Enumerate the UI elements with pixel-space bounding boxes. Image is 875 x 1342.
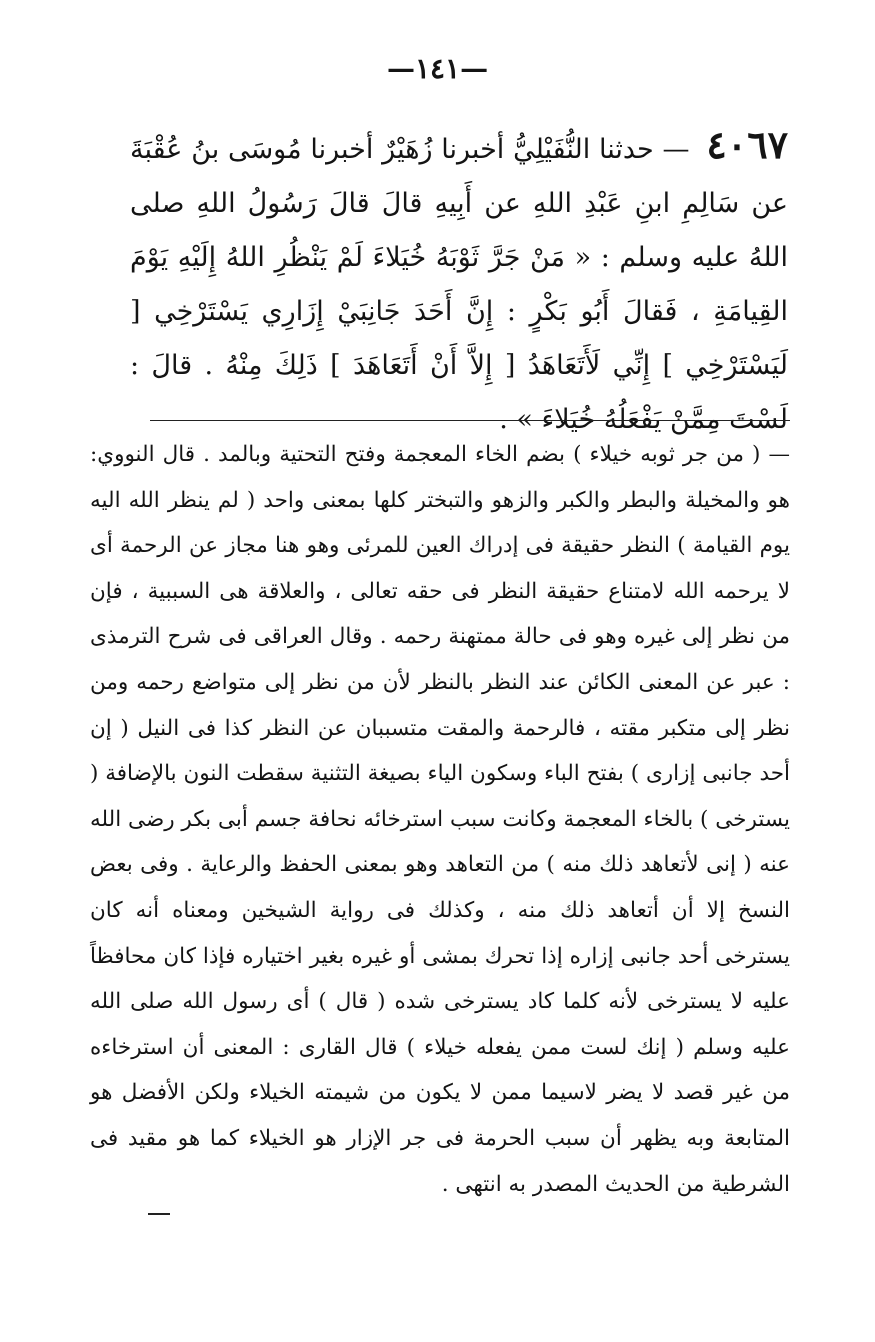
hadith-text: — حدثنا النُّفَيْلِيُّ أخبرنا زُهَيْرٌ أخبرنا مُوسَى بنُ عُقْبَةَ عن سَالِمِ ابنِ عَبْدِ اللهِ عن أَبِيهِ قالَ قالَ رَسُولُ اللهِ صلى اللهُ عليه وسلم : « مَنْ جَرَّ ثَوْبَهُ خُيَلاءَ لَمْ يَنْظُرِ اللهُ إِلَيْهِ يَوْمَ القِيامَةِ ، فَقالَ أَبُو بَكْرٍ : إِنَّ أَحَدَ جَانِبَيْ إِزَارِي يَسْتَرْخِي [ لَيَسْتَرْخِي ] إِنِّي لَأَتَعَاهَدُ [ إِلاَّ أَنْ أَتَعَاهَدَ ] ذَلِكَ مِنْهُ . قالَ : لَسْتَ مِمَّنْ يَفْعَلُهُ خُيَلاءَ » . [130,134,788,435]
section-divider [150,420,790,421]
end-dash [148,1213,170,1215]
hadith-number: ٤٠٦٧ [706,122,789,167]
page-number: —١٤١— [386,52,489,85]
commentary-block: — ( من جر ثوبه خيلاء ) بضم الخاء المعجمة وفتح التحتية وبالمد . قال النووي: هو والمخيلة والبطر والكبر والزهو والتبختر كلها بمعنى واحد ( لم ينظر الله اليه يوم القيامة ) النظر حقيقة فى إدراك العين للمرئى وهو هنا مجاز عن الرحمة أى لا يرحمه الله لامتناع حقيقة النظر فى حقه تعالى ، والعلاقة هى السببية ، فإن من نظر إلى غيره وهو فى حالة ممتهنة رحمه . وقال العراقى فى شرح الترمذى : عبر عن المعنى الكائن عند النظر بالنظر لأن من نظر إلى متواضع رحمه ومن نظر إلى متكبر مقته ، فالرحمة والمقت متسببان عن النظر كذا فى النيل ( إن أحد جانبى إزارى ) بفتح الباء وسكون الياء بصيغة التثنية سقطت النون بالإضافة ( يسترخى ) بالخاء المعجمة وكانت سبب استرخائه نحافة جسم أبى بكر رضى الله عنه ( إنى لأتعاهد ذلك منه ) من التعاهد وهو بمعنى الحفظ والرعاية . وفى بعض النسخ إلا أن أتعاهد ذلك منه ، وكذلك فى رواية الشيخين ومعناه أنه كان يسترخى أحد جانبى إزاره إذا تحرك بمشى أو غيره بغير اختياره فإذا كان محافظاً عليه لا يسترخى لأنه كلما كاد يسترخى شده ( قال ) أى رسول الله صلى الله عليه وسلم ( إنك لست ممن يفعله خيلاء ) قال القارى : المعنى أن استرخاءه من غير قصد لا يضر لاسيما ممن لا يكون من شيمته الخيلاء ولكن الأفضل هو المتابعة وبه يظهر أن سبب الحرمة فى جر الإزار هو الخيلاء كما هو مقيد فى الشرطية من الحديث المصدر به انتهى . [90,442,790,1197]
hadith-block [130,118,788,447]
